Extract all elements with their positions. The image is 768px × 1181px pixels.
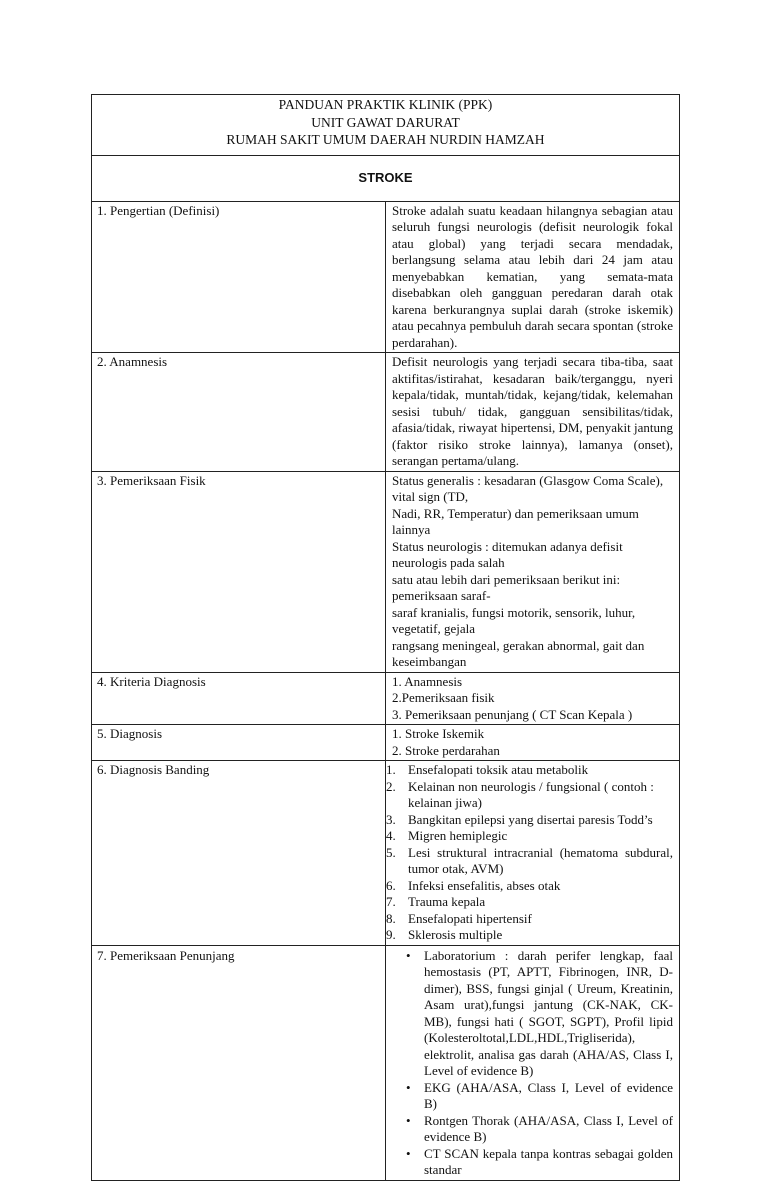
row-diagnosis-banding [92,761,680,946]
row-content: Defisit neurologis yang terjadi secara tiba-tiba, saat aktifitas/istirahat, kesadaran baik/terganggu, nyeri kepala/tidak, muntah/tidak, kejang/tidak, kelemahan sesisi tubuh/ tidak, gangguan sensibilitas/tidak, afasia/tidak, riwayat hipertensi, DM, penyakit jantung (faktor risiko stroke lainnya), lamanya (onset), serangan pertama/ulang. [386,353,680,472]
list-number: 6. [386,877,396,893]
list-item [386,762,673,779]
list-text: Migren hemiplegic [408,828,508,843]
title-row [92,155,680,201]
list-text: Kelainan non neurologis / fungsional ( contoh : kelainan jiwa) [408,778,654,810]
row-content: Stroke adalah suatu keadaan hilangnya sebagian atau seluruh fungsi neurologis (defisit neurologik fokal atau global) yang terjadi secara mendadak, berlangsung selama atau lebih dari 24 jam atau menyebabkan kematian, yang semata-mata disebabkan oleh gangguan peredaran darah otak karena berkurangnya suplai darah (stroke iskemik) atau pecahnya pembuluh darah secara spontan (stroke perdarahan). [386,201,680,353]
list-item [386,910,673,928]
list-item [386,811,673,829]
list-number: 4. [386,828,396,843]
list-text: Trauma kepala [408,894,486,909]
list-text: Infeksi ensefalitis, abses otak [408,877,561,893]
row-pengertian [92,201,680,353]
list-text: Lesi struktural intracranial (hematoma subdural, tumor otak, AVM) [408,844,673,876]
content-line: 1. Anamnesis [392,673,463,689]
header-row [92,95,680,156]
content-line: Nadi, RR, Temperatur) dan pemeriksaan umum lainnya [392,505,639,537]
row-label: 6. Diagnosis Banding [92,761,386,946]
list-text: Sklerosis multiple [408,927,503,942]
list-item: • EKG (AHA/ASA, Class I, Level of evidence B) [392,1080,673,1113]
row-pemeriksaan-penunjang [92,945,680,1180]
list-item [386,844,673,878]
document-header [92,95,680,156]
row-content [386,725,680,761]
row-label: 7. Pemeriksaan Penunjang [92,945,386,1180]
list-item [386,927,673,944]
row-pemeriksaan-fisik [92,471,680,672]
row-content [386,945,680,1180]
list-number: 3. [386,811,396,827]
row-label: 4. Kriteria Diagnosis [92,672,386,725]
row-label: 5. Diagnosis [92,725,386,761]
content-line: 2.Pemeriksaan fisik [392,690,495,705]
row-content [386,471,680,672]
row-content [386,761,680,946]
header-line-2: UNIT GAWAT DARURAT [311,114,460,130]
content-line: 1. Stroke Iskemik [392,726,485,741]
list-item: • Laboratorium : darah perifer lengkap, faal hemostasis (PT, APTT, Fibrinogen, INR, D-dimer), BSS, fungsi ginjal ( Ureum, Kreatinin, Asam urat),fungsi jantung (CK-NAK, CK-MB), fungsi hati ( SGOT, SGPT), Profil lipid (Kolesteroltotal,LDL,HDL,Trigliserida), elektrolit, analisa gas darah (AHA/AS, Class I, Level of evidence B) [392,948,673,1080]
row-label: 2. Anamnesis [92,353,386,472]
list-item [386,877,673,895]
row-label: 3. Pemeriksaan Fisik [92,471,386,672]
content-line: saraf kranialis, fungsi motorik, sensorik, luhur, vegetatif, gejala [392,604,636,636]
list-text: Ensefalopati toksik atau metabolik [408,762,589,777]
list-number: 5. [386,844,396,860]
list-item: • CT SCAN kepala tanpa kontras sebagai golden standar [392,1146,673,1179]
content-line: Status neurologis : ditemukan adanya defisit neurologis pada salah [392,538,623,570]
list-item [386,894,673,911]
content-line: Status generalis : kesadaran (Glasgow Coma Scale), vital sign (TD, [392,472,664,504]
content-line: 3. Pemeriksaan penunjang ( CT Scan Kepala ) [392,706,633,722]
header-line-3: RUMAH SAKIT UMUM DAERAH NURDIN HAMZAH [226,132,545,147]
list-text: Bangkitan epilepsi yang disertai paresis Todd’s [408,811,653,827]
content-line: satu atau lebih dari pemeriksaan berikut ini: pemeriksaan saraf- [392,571,621,603]
ppk-table [91,94,680,1181]
list-number: 9. [386,927,396,942]
header-line-1: PANDUAN PRAKTIK KLINIK (PPK) [278,97,493,112]
list-item: • Rontgen Thorak (AHA/ASA, Class I, Level of evidence B) [392,1113,673,1146]
row-diagnosis [92,725,680,761]
document-title: STROKE [92,155,680,201]
investigation-list [392,948,673,1179]
row-kriteria-diagnosis [92,672,680,725]
list-text: Ensefalopati hipertensif [408,910,532,926]
list-number: 7. [386,894,396,909]
row-anamnesis [92,353,680,472]
list-number: 1. [386,762,396,777]
list-item [386,828,673,845]
differential-list [386,762,673,944]
row-content [386,672,680,725]
list-number: 2. [386,778,396,794]
content-line: rangsang meningeal, gerakan abnormal, gait dan keseimbangan [392,637,645,669]
content-line: 2. Stroke perdarahan [392,742,500,758]
list-item [386,778,673,812]
row-label: 1. Pengertian (Definisi) [92,201,386,353]
list-number: 8. [386,910,396,926]
